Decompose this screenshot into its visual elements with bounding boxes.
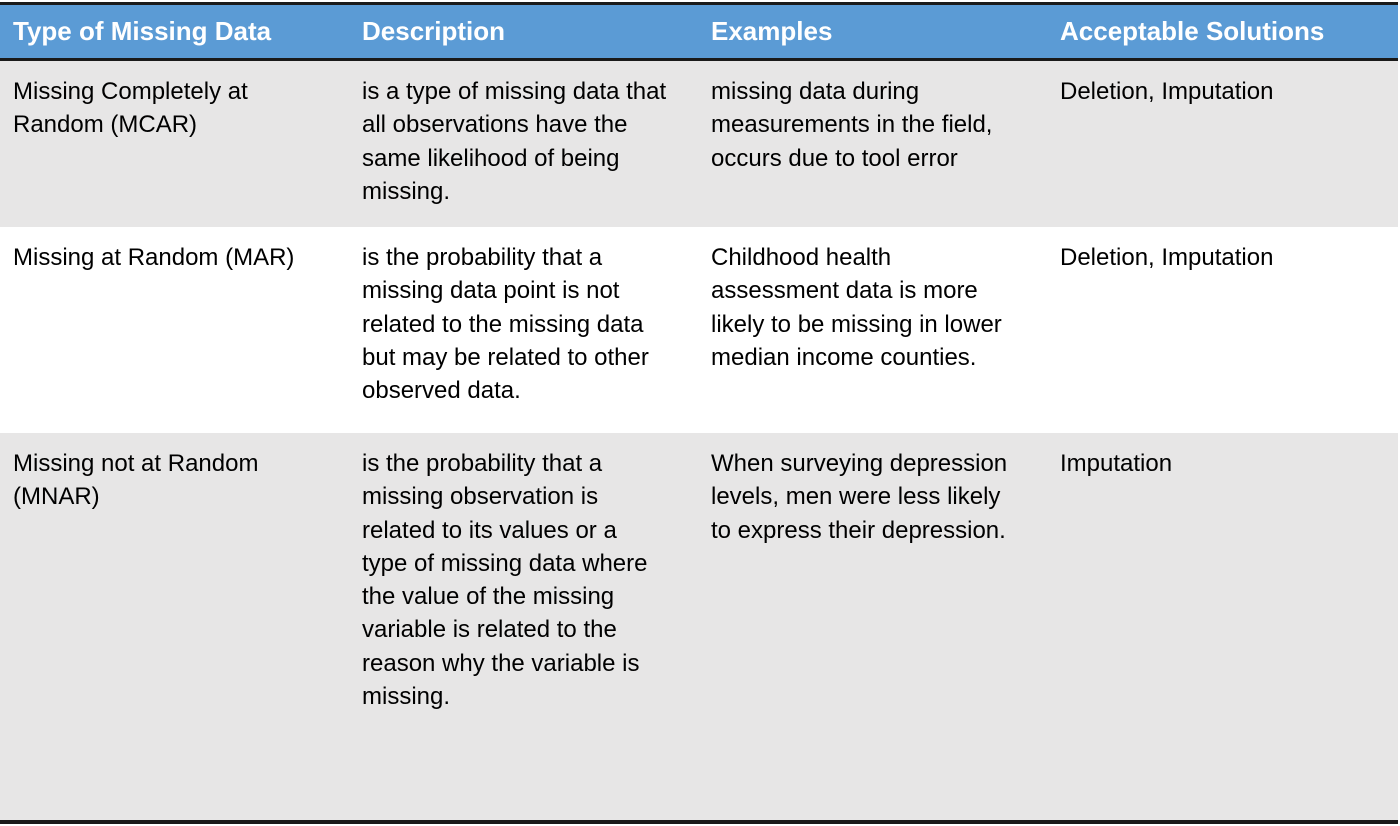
bottom-rule	[0, 820, 1398, 824]
table-row-mar	[0, 227, 1398, 433]
header-type: Type of Missing Data	[13, 16, 272, 46]
cell-solutions: Imputation	[1060, 450, 1173, 477]
cell-type: Missing at Random (MAR)	[13, 244, 295, 271]
cell-solutions: Deletion, Imputation	[1060, 244, 1274, 271]
table-header-row	[0, 5, 1398, 61]
cell-solutions: Deletion, Imputation	[1060, 78, 1274, 105]
cell-type: Missing Completely at Random (MCAR)	[13, 78, 248, 139]
cell-description: is a type of missing data that all observations have the same likelihood of being missing.	[362, 78, 667, 205]
cell-examples: Childhood health assessment data is more likely to be missing in lower median income counties.	[711, 244, 1002, 371]
cell-examples: When surveying depression levels, men were less likely to express their depression.	[711, 450, 1008, 544]
table-row-mnar	[0, 433, 1398, 820]
cell-examples: missing data during measurements in the field, occurs due to tool error	[711, 78, 993, 172]
table-row-mcar	[0, 61, 1398, 227]
cell-description: is the probability that a missing observation is related to its values or a type of missing data where the value of the missing variable is related to the reason why the variable is missing.	[362, 450, 648, 711]
header-solutions: Acceptable Solutions	[1060, 16, 1325, 46]
header-examples: Examples	[711, 16, 833, 46]
header-description: Description	[362, 16, 506, 46]
cell-description: is the probability that a missing data point is not related to the missing data but may be related to other observed data.	[362, 244, 649, 405]
cell-type: Missing not at Random (MNAR)	[13, 450, 259, 511]
